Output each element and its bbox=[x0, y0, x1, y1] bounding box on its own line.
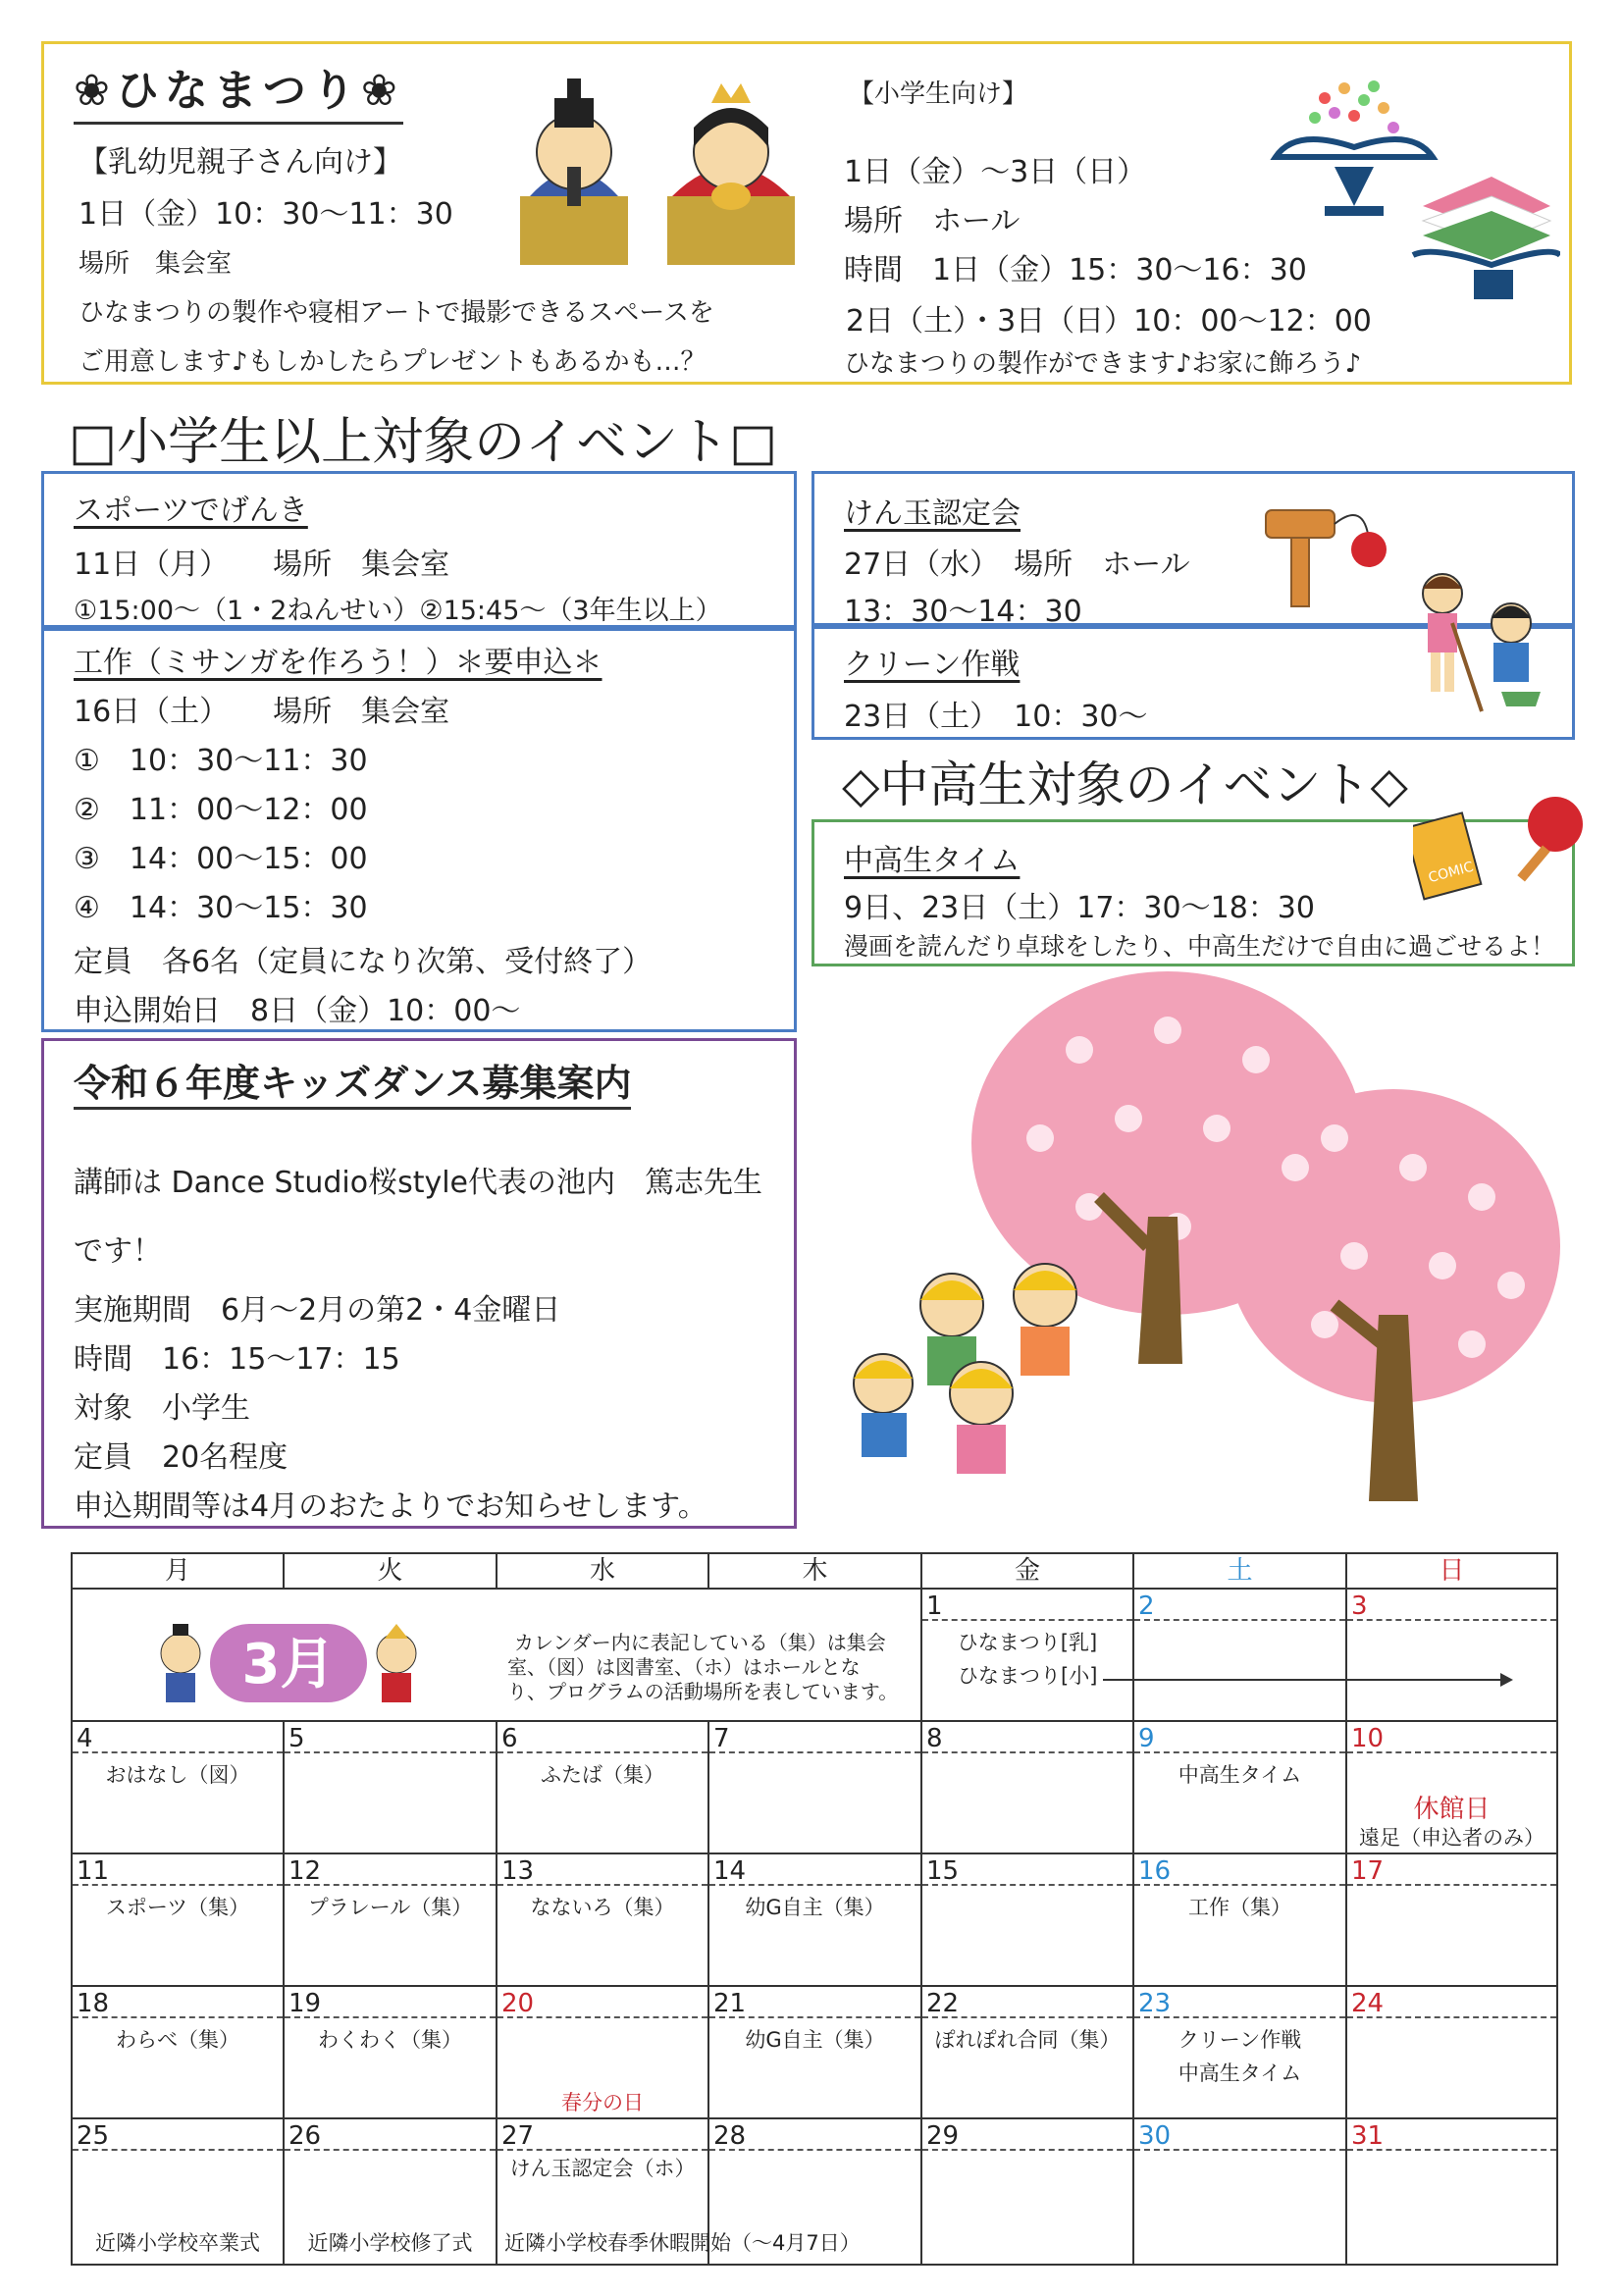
day-number: 19 bbox=[288, 1989, 322, 2018]
cal-day-23 bbox=[1134, 1987, 1347, 2119]
cal-day-11 bbox=[73, 1854, 285, 1987]
event-closing-ceremony: 近隣小学校修了式 bbox=[307, 2231, 473, 2255]
cal-day-10 bbox=[1347, 1722, 1556, 1854]
hinamatsuri-span-arrow bbox=[1103, 1670, 1515, 1690]
hina-dolls-illustration bbox=[510, 59, 805, 275]
cal-day-31 bbox=[1347, 2119, 1556, 2264]
infant-date: 1日（金）10：30〜11：30 bbox=[79, 197, 453, 232]
day-number: 20 bbox=[501, 1989, 535, 2018]
event-jh-time: 中高生タイム bbox=[1178, 1763, 1302, 1787]
dance-apply: 申込期間等は4月のおたよりでお知らせします。 bbox=[74, 1489, 707, 1524]
elem-hina-heading: 【小学生向け】 bbox=[849, 79, 1028, 109]
dance-period: 実施期間 6月〜2月の第2・4金曜日 bbox=[74, 1293, 561, 1328]
day-number: 14 bbox=[713, 1856, 747, 1886]
cherry-blossom-kids-illustration bbox=[844, 971, 1570, 1531]
event-clean: クリーン作戦 bbox=[1178, 2028, 1302, 2052]
day-number: 6 bbox=[501, 1724, 518, 1753]
cal-header-sat: 土 bbox=[1134, 1554, 1347, 1590]
day-number: 29 bbox=[926, 2121, 960, 2151]
event-nanairo: なないろ（集） bbox=[530, 1896, 675, 1919]
elem-hina-desc: ひなまつりの製作ができます♪お家に飾ろう♪ bbox=[844, 349, 1362, 379]
event-graduation: 近隣小学校卒業式 bbox=[95, 2231, 260, 2255]
cal-day-2 bbox=[1134, 1590, 1347, 1722]
dance-instructor-1: 講師は Dance Studio桜style代表の池内 篤志先生 bbox=[74, 1166, 763, 1200]
cal-day-12 bbox=[285, 1854, 497, 1987]
event-sports: スポーツ（集） bbox=[105, 1896, 250, 1919]
event-hinamatsuri-elem: ひなまつり[小] bbox=[958, 1664, 1098, 1688]
event-warabe: わらべ（集） bbox=[116, 2028, 239, 2052]
craft-slot-3: ③ 14：00〜15：00 bbox=[74, 842, 368, 876]
kendama-time: 13：30〜14：30 bbox=[844, 595, 1082, 629]
craft-slot-4: ④ 14：30〜15：30 bbox=[74, 891, 368, 925]
jh-time-desc: 漫画を読んだり卓球をしたり、中高生だけで自由に過ごせるよ！ bbox=[844, 932, 1556, 961]
cal-day-22 bbox=[922, 1987, 1134, 2119]
event-excursion: 遠足（申込者のみ） bbox=[1359, 1826, 1544, 1850]
cal-day-25 bbox=[73, 2119, 285, 2264]
cal-header-tue: 火 bbox=[285, 1554, 497, 1590]
cal-day-19 bbox=[285, 1987, 497, 2119]
cal-day-3 bbox=[1347, 1590, 1556, 1722]
day-number: 16 bbox=[1138, 1856, 1172, 1886]
comic-pingpong-illustration bbox=[1413, 790, 1590, 908]
elem-section-title: □小学生以上対象のイベント□ bbox=[69, 413, 778, 472]
day-number: 28 bbox=[713, 2121, 747, 2151]
day-number: 4 bbox=[77, 1724, 93, 1753]
dance-time: 時間 16：15〜17：15 bbox=[74, 1342, 400, 1377]
craft-date: 16日（土） 場所 集会室 bbox=[74, 695, 450, 729]
cal-day-8 bbox=[922, 1722, 1134, 1854]
day-number: 5 bbox=[288, 1724, 305, 1753]
craft-slot-2: ② 11：00〜12：00 bbox=[74, 793, 368, 827]
dance-capacity: 定員 20名程度 bbox=[74, 1440, 288, 1475]
dance-instructor-2: です！ bbox=[74, 1234, 162, 1269]
dance-title: 令和６年度キッズダンス募集案内 bbox=[74, 1053, 631, 1110]
day-number: 31 bbox=[1351, 2121, 1385, 2151]
day-number: 23 bbox=[1138, 1989, 1172, 2018]
jh-time-date: 9日、23日（土）17：30〜18：30 bbox=[844, 891, 1315, 925]
elem-hina-time-1: 時間 1日（金）15：30〜16：30 bbox=[844, 253, 1307, 287]
day-number: 7 bbox=[713, 1724, 730, 1753]
cal-note-3: り、プログラムの活動場所を表しています。 bbox=[507, 1680, 899, 1703]
infant-desc-2: ご用意します♪もしかしたらプレゼントもあるかも…？ bbox=[79, 347, 707, 377]
cal-day-4 bbox=[73, 1722, 285, 1854]
cal-day-1 bbox=[922, 1590, 1134, 1722]
kids-cleaning-illustration bbox=[1393, 564, 1560, 721]
craft-apply: 申込開始日 8日（金）10：00〜 bbox=[74, 994, 521, 1028]
craft-capacity: 定員 各6名（定員になり次第、受付終了） bbox=[74, 945, 653, 979]
kendama-title: けん玉認定会 bbox=[844, 496, 1021, 531]
cal-week1-intro bbox=[73, 1590, 922, 1722]
cal-day-21 bbox=[709, 1987, 922, 2119]
holiday-label: 春分の日 bbox=[561, 2091, 644, 2114]
cal-day-28 bbox=[709, 2119, 922, 2264]
elem-hina-time-2: 2日（土）・3日（日）10：00〜12：00 bbox=[846, 304, 1372, 339]
cal-header-thu: 木 bbox=[709, 1554, 922, 1590]
jh-time-title: 中高生タイム bbox=[844, 844, 1021, 878]
event-porepore: ぽれぽれ合同（集） bbox=[934, 2028, 1121, 2052]
day-number: 24 bbox=[1351, 1989, 1385, 2018]
comic-label: COMIC bbox=[1427, 859, 1476, 887]
day-number: 25 bbox=[77, 2121, 110, 2151]
cal-day-20 bbox=[497, 1987, 709, 2119]
cal-day-7 bbox=[709, 1722, 922, 1854]
cal-day-30 bbox=[1134, 2119, 1347, 2264]
day-number: 22 bbox=[926, 1989, 960, 2018]
event-ohanashi: おはなし（図） bbox=[105, 1763, 250, 1787]
cal-day-15 bbox=[922, 1854, 1134, 1987]
day-number: 10 bbox=[1351, 1724, 1385, 1753]
day-number: 3 bbox=[1351, 1592, 1368, 1621]
cal-day-24 bbox=[1347, 1987, 1556, 2119]
event-jh-time: 中高生タイム bbox=[1178, 2061, 1302, 2085]
cal-day-13 bbox=[497, 1854, 709, 1987]
cal-day-29 bbox=[922, 2119, 1134, 2264]
day-number: 12 bbox=[288, 1856, 322, 1886]
dance-target: 対象 小学生 bbox=[74, 1391, 250, 1426]
day-number: 2 bbox=[1138, 1592, 1155, 1621]
day-number: 9 bbox=[1138, 1724, 1155, 1753]
cal-note-1: カレンダー内に表記している（集）は集会 bbox=[514, 1631, 886, 1654]
day-number: 27 bbox=[501, 2121, 535, 2151]
day-number: 8 bbox=[926, 1724, 943, 1753]
cal-day-9 bbox=[1134, 1722, 1347, 1854]
event-kendama: けん玉認定会（ホ） bbox=[509, 2157, 696, 2180]
closed-day-label: 休館日 bbox=[1413, 1795, 1491, 1824]
month-hina-icon bbox=[151, 1609, 426, 1707]
event-plarail: プラレール（集） bbox=[307, 1896, 473, 1919]
cal-header-sun: 日 bbox=[1347, 1554, 1556, 1590]
cal-day-17 bbox=[1347, 1854, 1556, 1987]
hinamatsuri-title: ❀ひなまつり❀ bbox=[74, 55, 403, 125]
craft-title: 工作（ミサンガを作ろう！）＊要申込＊ bbox=[74, 646, 602, 680]
cal-header-fri: 金 bbox=[922, 1554, 1134, 1590]
event-spring-break: 近隣小学校春季休暇開始（〜4月7日） bbox=[504, 2231, 861, 2255]
event-hinamatsuri-infant: ひなまつり[乳] bbox=[957, 1631, 1098, 1654]
event-youg-jishu: 幼G自主（集） bbox=[745, 2028, 885, 2052]
cal-day-6 bbox=[497, 1722, 709, 1854]
cal-day-26 bbox=[285, 2119, 497, 2264]
infant-place: 場所 集会室 bbox=[79, 249, 233, 279]
cal-day-16 bbox=[1134, 1854, 1347, 1987]
day-number: 21 bbox=[713, 1989, 747, 2018]
infant-heading: 【乳幼児親子さん向け】 bbox=[79, 145, 402, 180]
sports-date: 11日（月） 場所 集会室 bbox=[74, 548, 450, 582]
day-number: 15 bbox=[926, 1856, 960, 1886]
day-number: 13 bbox=[501, 1856, 535, 1886]
sports-times: ①15:00〜（1・2ねんせい）②15:45〜（3年生以上） bbox=[74, 596, 722, 626]
day-number: 26 bbox=[288, 2121, 322, 2151]
cal-day-5 bbox=[285, 1722, 497, 1854]
clean-date: 23日（土） 10：30〜 bbox=[844, 700, 1148, 734]
kendama-date: 27日（水） 場所 ホール bbox=[844, 548, 1190, 582]
event-wakuwaku: わくわく（集） bbox=[318, 2028, 462, 2052]
clean-title: クリーン作戦 bbox=[844, 648, 1021, 682]
day-number: 18 bbox=[77, 1989, 110, 2018]
cal-header-mon: 月 bbox=[73, 1554, 285, 1590]
day-number: 1 bbox=[926, 1592, 943, 1621]
infant-desc-1: ひなまつりの製作や寝相アートで撮影できるスペースを bbox=[79, 298, 714, 328]
elem-hina-place: 場所 ホール bbox=[844, 204, 1021, 238]
cal-day-14 bbox=[709, 1854, 922, 1987]
day-number: 11 bbox=[77, 1856, 110, 1886]
craft-slot-1: ① 10：30〜11：30 bbox=[74, 744, 368, 778]
day-number: 30 bbox=[1138, 2121, 1172, 2151]
month-label: 3月 bbox=[241, 1633, 336, 1696]
day-number: 17 bbox=[1351, 1856, 1385, 1886]
kendama-illustration bbox=[1256, 491, 1393, 618]
elem-hina-date: 1日（金）〜3日（日） bbox=[844, 155, 1147, 189]
event-craft: 工作（集） bbox=[1188, 1896, 1291, 1919]
cal-note-2: 室、（図）は図書室、（ホ）はホールとな bbox=[507, 1655, 861, 1679]
calendar bbox=[71, 1552, 1558, 2266]
hishimochi-illustration bbox=[1266, 59, 1560, 314]
cal-header-wed: 水 bbox=[497, 1554, 709, 1590]
event-youg-jishu: 幼G自主（集） bbox=[745, 1896, 885, 1919]
event-futaba: ふたば（集） bbox=[541, 1763, 664, 1787]
cal-day-18 bbox=[73, 1987, 285, 2119]
sports-title: スポーツでげんき bbox=[74, 494, 308, 528]
jh-section-title: ◇中高生対象のイベント◇ bbox=[842, 757, 1408, 813]
